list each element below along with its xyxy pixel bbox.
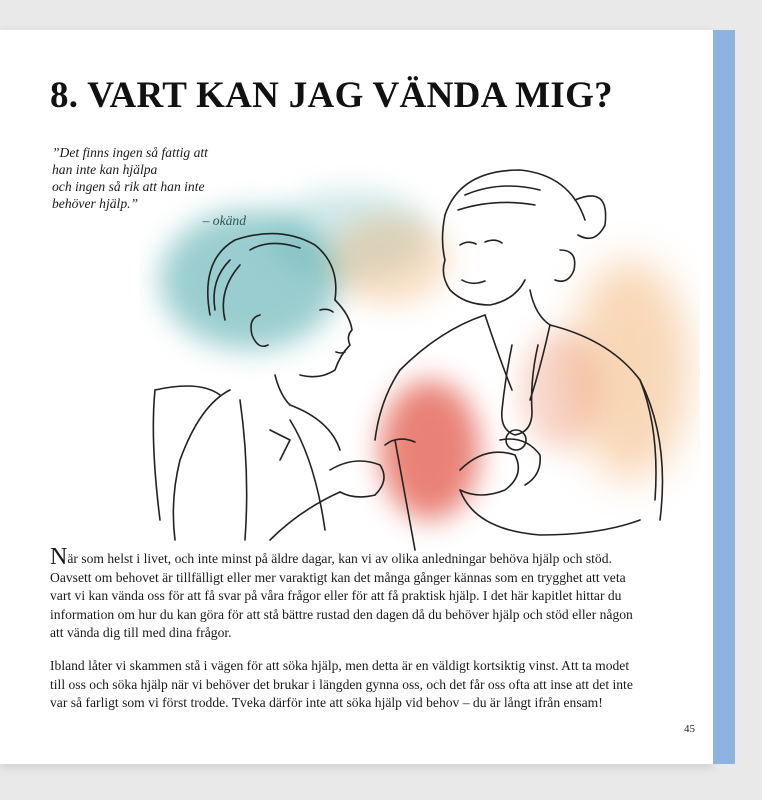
paragraph-line: var så farligt som vi först trodde. Tveka därför inte att söka hjälp vid behov – du är långt ifrån ensam! — [50, 695, 603, 711]
paragraph-line: vart vi kan vända oss för att få svar på våra frågor eller för att få praktisk hjälp. I det här kapitlet hittar du — [50, 588, 622, 604]
chapter-heading: 8. VART KAN JAG VÄNDA MIG? — [50, 75, 613, 116]
paragraph-line: till oss och söka hjälp när vi behöver det brukar i längden gynna oss, och det får oss ofta att inse att det inte — [50, 676, 633, 692]
watercolor-background — [160, 190, 690, 520]
paragraph-1 — [50, 544, 700, 643]
paragraph-line-text: är som helst i livet, och inte minst på äldre dagar, kan vi av olika anledningar behöva hjälp och stöd. — [67, 551, 612, 566]
paragraph-2 — [50, 657, 700, 713]
quote-line: ”Det finns ingen så fattig att — [52, 145, 208, 160]
elderly-woman-and-nurse-illustration — [140, 140, 700, 555]
drop-cap: N — [50, 544, 68, 570]
paragraph-line: Oavsett om behovet är tillfälligt eller mer varaktigt kan det många gånger kännas som en trygghet att veta — [50, 569, 626, 585]
paragraph-line: Ibland låter vi skammen stå i vägen för att söka hjälp, men detta är en väldigt kortsiktig vinst. Att ta modet — [50, 657, 630, 673]
paragraph-line: information om hur du kan göra för att stå bättre rustad den dagen då du behöver hjälp och stöd eller någon — [50, 606, 633, 622]
book-page — [0, 30, 713, 764]
page-number: 45 — [684, 723, 695, 735]
quote-line: behöver hjälp.” — [52, 196, 139, 211]
quote-line: han inte kan hjälpa — [52, 162, 158, 177]
quote-line: och ingen så rik att han inte — [52, 179, 205, 194]
book-spine-edge — [713, 30, 735, 764]
body-text — [50, 544, 700, 727]
paragraph-line: att vända dig till med dina frågor. — [50, 625, 232, 641]
paragraph-line — [50, 544, 700, 570]
